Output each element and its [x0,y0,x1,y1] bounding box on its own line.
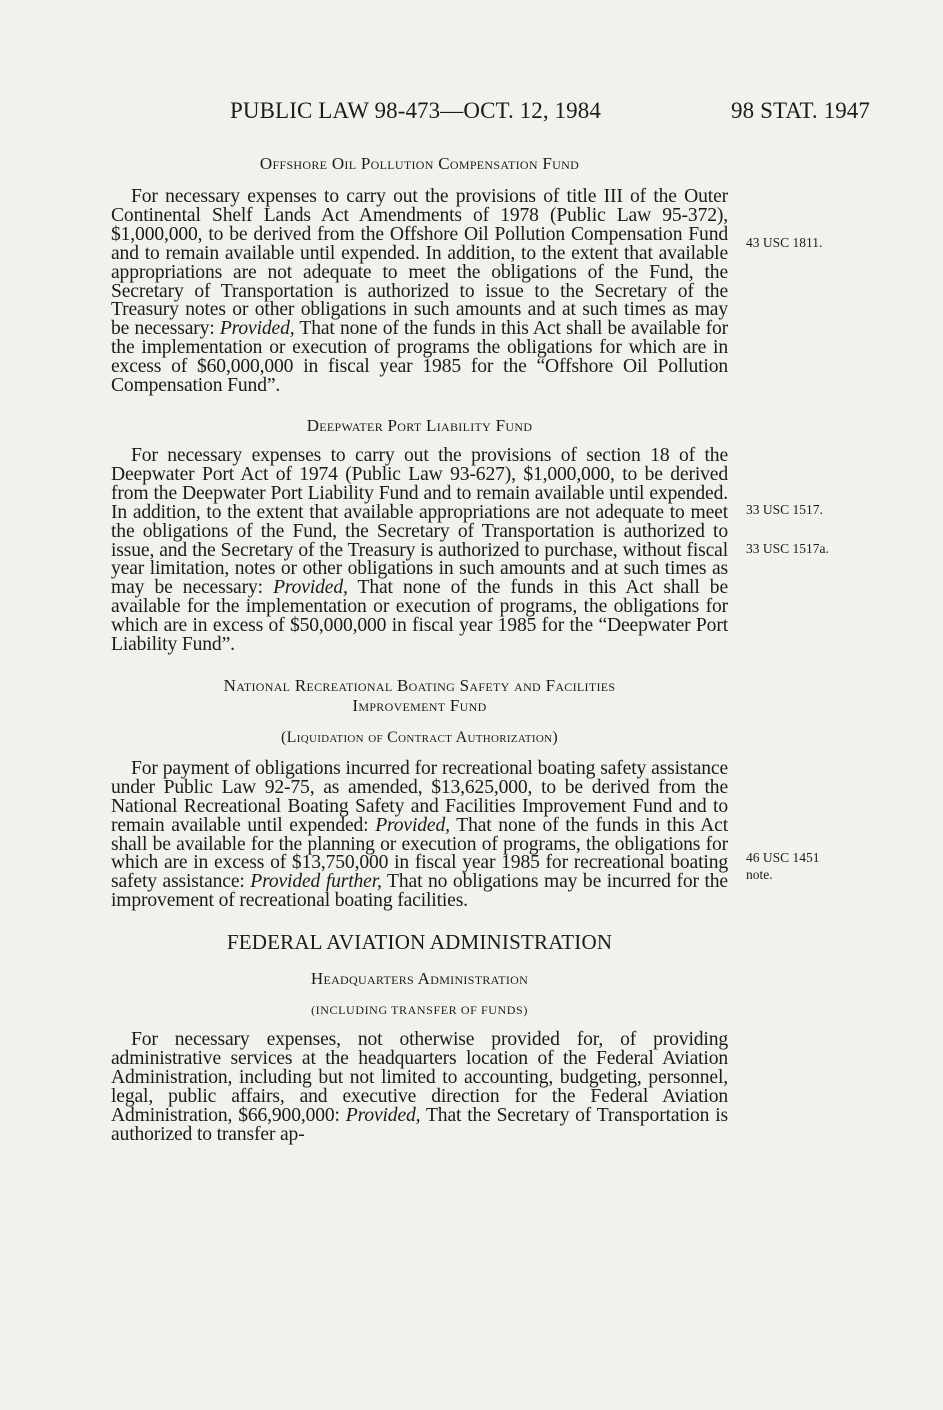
agency-title-faa: FEDERAL AVIATION ADMINISTRATION [226,930,613,955]
paragraph-offshore: For necessary expenses to carry out the provisions of title III of the Outer Continental Shelf Lands Act Amendments of 1978 (Public Law 95-372), $1,000,000, to be derived from the Offshore Oil Pollution Compensation Fund and to remain available until expended. In addition, to the extent that available appropriations are not adequate to meet the obligations of the Fund, the Secretary of Transportation is authorized to issue to the Secretary of the Treasury notes or other obligations in such amounts and at such times as may be necessary: Provided, That none of the funds in this Act shall be available for the implementation or execution of programs the obligations for which are in excess of $60,000,000 in fiscal year 1985 for the “Offshore Oil Pollution Compensation Fund”. [111,186,728,397]
margin-citation-43-usc-1811: 43 USC 1811. [746,235,823,250]
section-subheading-boating: (Liquidation of Contract Authorization) [281,728,558,746]
section-heading-offshore: Offshore Oil Pollution Compensation Fund [259,154,580,173]
statute-page-number: 98 STAT. 1947 [731,98,870,123]
margin-citation-33-usc-1517: 33 USC 1517. [746,502,823,517]
section-heading-headquarters: Headquarters Administration [310,969,529,989]
section-subheading-transfer: (INCLUDING TRANSFER OF FUNDS) [311,1003,528,1018]
section-heading-boating-line2: Improvement Fund [352,695,487,715]
section-heading-boating-line1: National Recreational Boating Safety and Facilities [223,675,616,695]
public-law-citation: PUBLIC LAW 98-473—OCT. 12, 1984 [230,98,601,123]
margin-citation-33-usc-1517a: 33 USC 1517a. [746,541,829,556]
main-text-column [111,150,728,1145]
section-heading-deepwater: Deepwater Port Liability Fund [306,415,533,435]
paragraph-deepwater: For necessary expenses to carry out the provisions of section 18 of the Deepwater Port Act of 1974 (Public Law 93-627), $1,000,000, to be derived from the Deepwater Port Liability Fund and to remain available until expended. In addition, to the extent that available appropriations are not adequate to meet the obligations of the Fund, the Secretary of Transportation is authorized to issue, and the Secretary of the Treasury is authorized to purchase, without fiscal year limitation, notes or other obligations in such amounts and at such times as may be necessary: Provided, That none of the funds in this Act shall be available for the implementation or execution of programs, the obligations for which are in excess of $50,000,000 in fiscal year 1985 for the “Deepwater Port Liability Fund”. [111,444,728,656]
page-header [230,98,870,134]
margin-citation-46-usc-1451: 46 USC 1451 note. [746,850,820,882]
paragraph-headquarters: For necessary expenses, not otherwise provided for, of providing administrative services at the headquarters location of the Federal Aviation Administration, including but not limited to accounting, budgeting, personnel, legal, public affairs, and executive direction for the Federal Aviation Administration, $66,900,000: Provided, That the Secretary of Transportation is authorized to transfer ap- [111,1029,728,1145]
paragraph-boating: For payment of obligations incurred for recreational boating safety assistance under Public Law 92-75, as amended, $13,625,000, to be derived from the National Recreational Boating Safety and Facilities Improvement Fund and to remain available until expended: Provided, That none of the funds in this Act shall be available for the planning or execution of programs, the obligations for which are in excess of $13,750,000 in fiscal year 1985 for recreational boating safety assistance: Provided further, That no obligations may be incurred for the improvement of recreational boating facilities. [111,757,728,912]
